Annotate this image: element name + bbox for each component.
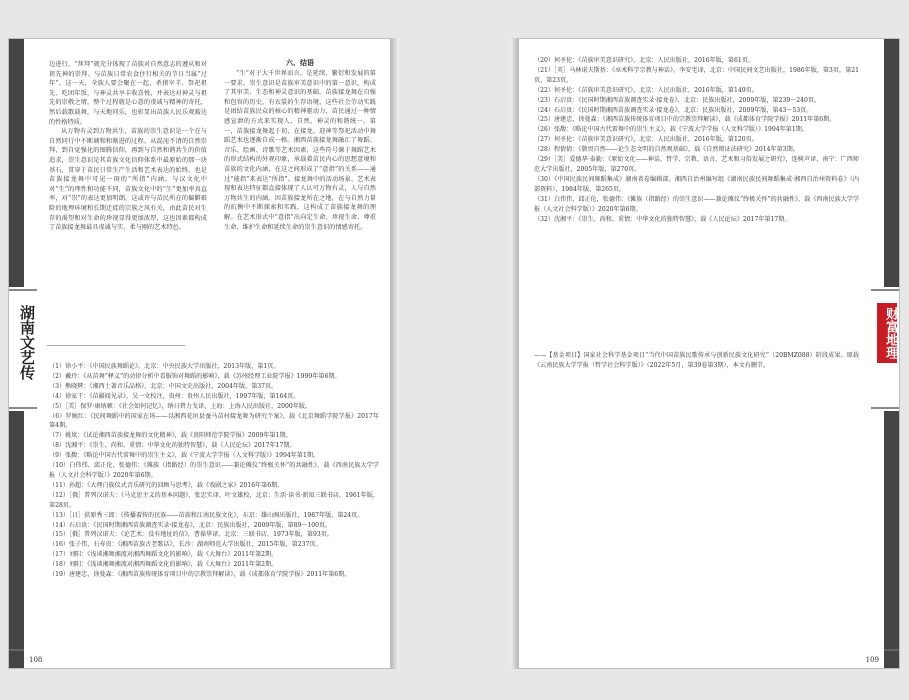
- book-spine-right: [510, 38, 518, 669]
- footnote-item: （1）徐小平：《中国民族舞蹈论》，北京：中央民族大学出版社，2013年版，第1页。: [49, 363, 280, 370]
- footnote-divider: [47, 345, 185, 346]
- left-column-2: [224, 58, 376, 232]
- right-page: [518, 38, 900, 669]
- left-sidebar-bar-top: [9, 39, 24, 287]
- footnote-item: （4）徐家干：《苗疆闻见录》，吴一文校注，贵州：贵州人民出版社，1997年版，第164页。: [49, 392, 300, 400]
- right-sidebar-bar-top: [884, 39, 899, 287]
- footnote-item: （28）程倩倩：《敬畏自然——论生态文明的自然观基础》，载《自然辩证法研究》2014年第3期。: [534, 146, 799, 154]
- footnote-item: （27）何圣伦：《苗族审美意识研究》，北京：人民出版社，2016年版，第120页。: [534, 136, 758, 144]
- footnote-item: （14）石启贵：《民国时期湘西苗族调查实录·接龙卷》，北京：民族出版社，2009年版，第89～100页。: [49, 521, 332, 529]
- footnote-item: （25）唐建忠，徐曼森：《湘西苗族传统体育项目中的宗教崇拜解读》，载《成都体育学院学报》2011年第6期。: [534, 116, 836, 124]
- footnote-item: （9）张馥：《略论中国古代雷舞中的崇生主义》，载《宁波大学学报（人文科学版）》1994年第1期。: [49, 452, 320, 460]
- left-section-label: 湖南文艺传: [18, 305, 36, 380]
- footnote-item: （11）孙超：《大理白族仪式音乐研究的回顾与思考》，载《戏剧之家》2016年第6期。: [49, 481, 284, 489]
- footnote-item: （22）何圣伦：《苗族审美意识研究》，北京：人民出版社，2016年版，第149页。: [534, 86, 758, 94]
- footnote-item: （12）［俄］普列汉诺夫：《马克思主义的基本问题》，张忠实译，叶文雄校，北京：生活·读书·新知三联书店，1961年版，第28页。: [49, 491, 379, 509]
- left-sidebar-tab: [9, 289, 37, 409]
- right-sidebar-tab: [871, 289, 899, 409]
- page-number: 108: [29, 656, 43, 664]
- footnote-item: （17）刘阳：《浅谈湘舞湘流对湘西舞蹈文化的影响》，载《大舞台》2011年第2期。: [49, 551, 278, 559]
- footnote-item: （30）《中国民族民间舞蹈集成》湖南省卷编辑部、湘西自治州编写组《湖南民族民间舞蹈集成·湘西自治州资料卷》（内部资料），1984年版，第265页。: [534, 175, 859, 193]
- right-section-label: 财富地理: [877, 303, 897, 363]
- footnote-item: （32）沈湘平：《崇生、尚和、重情：中华文化的独特智慧》，载《人民论坛》2017年第17期。: [534, 215, 791, 223]
- footnote-list: [534, 56, 859, 224]
- fund-note-text: ——【基金项目】国家社会科学基金项目“当代中国苗族民歌传承与创新民族文化研究”（20BMZ088）阶段成果。原载《云南民族大学学报（哲学社会科学版）》（2022年5月，第39卷第3期），本文有删节。: [534, 352, 859, 369]
- right-tab-rule-top: [871, 289, 899, 291]
- footnote-item: （13）［日］获原秀三郎：《传播着传的民族——苗族和江南民族文化》，东京：雄山阁出版社，1987年版，第24页。: [49, 511, 364, 519]
- footnote-item: （10）白伟伟，邱正伦，张德伟：《傩族（指路经）的崇生意识——兼论傩仪“终极关怀”的共融性》，载《西南民族大学学报（人文社会科学版）》2020年第6期。: [49, 462, 379, 479]
- left-sidebar-bar-bottom: [9, 411, 24, 669]
- footnote-item: （26）张馥：《略论中国古代雷舞中的崇生主义》，载《宁波大学学报（人文科学版）》1994年第1期。: [534, 126, 808, 134]
- left-tab-rule-top: [9, 289, 37, 291]
- footnote-item: （2）戴玲：《从苗舞“释义”的动律分析中看服饰对舞蹈的影响》，载《苏州经理工业院学报》1999年第6期。: [49, 372, 341, 380]
- footnote-item: （8）沈湘平：《崇生、尚和、重情：中华文化的独特智慧》，载《人民论坛》2017年17期。: [49, 442, 296, 450]
- page-number: 109: [865, 656, 879, 664]
- footnote-item: （6）罗婉红：《民间舞蹈中的国家在场——以湘西花垣县蚕马苗村接龙舞为研究个案》，载《北京舞蹈学院学报》2017年第4期。: [49, 412, 379, 430]
- fund-note: [534, 351, 859, 371]
- right-sidebar-bar-bottom: [884, 411, 899, 669]
- footnote-item: （23）石启贵：《民国时期湘西苗族调查实录·接龙卷》，北京：民族出版社，2009年版，第239～240页。: [534, 96, 821, 104]
- left-page: [8, 38, 391, 669]
- footnote-item: （16）张子伟，石寿贵：《湘西苗族古老歌话》，长沙：湖南师范大学出版社，2015年版，第237页。: [49, 541, 322, 549]
- footnote-item: （20）何圣伦：《苗族审美意识研究》，北京：人民出版社，2016年版，第61页。: [534, 57, 754, 64]
- right-tab-rule-bottom: [871, 407, 899, 409]
- footnote-item: （5）［美］保罗·康纳顿：《社会如何记忆》，纳日碧力戈译，上海：上海人民出版社，2000年版。: [49, 402, 312, 410]
- body-paragraph: 边进行，“拜拜”就充分体现了苗族对自然意志的遵从和对祖先神的崇拜。与苗族日常农食住行相关的节日当属“过年”，这一天，全族人要会聚在一起，杀猪宰羊、祭祀祖先、吃团年饭，与神灵共享丰收喜悦，并表达对神灵与祖先的崇敬之情，整个过程就是心意的虔诚与精神的寄托，然后载歌载舞，与天地同乐，也彰显出苗族人民乐观豁达的性格特质。: [49, 61, 207, 126]
- left-tab-rule-bottom: [9, 407, 37, 409]
- footnote-item: （21）［英］马林诺夫斯基：《巫术科学宗教与神话》，李安宅译，北京：中国民间文艺出版社，1986年版，第3页，第21页，第23页。: [534, 66, 859, 84]
- footnote-item: （24）石启贵：《民国时期湘西苗族调查实录·接龙卷》，北京：民族出版社，2009年版，第43～53页。: [534, 106, 813, 114]
- left-page-number-bar: [9, 649, 24, 651]
- footnote-list: [49, 362, 379, 580]
- footnote-item: （19）唐建忠，徐曼森：《湘西苗族传统体育项目中的宗教崇拜解读》，载《成都体育学院学报》2011年第6期。: [49, 571, 351, 579]
- footnote-item: （15）［俄］普列汉诺夫：《论艺术：没有地址的信》，曹葆华译，北京：三联书店，1973年版，第93页。: [49, 531, 333, 539]
- footnote-item: （31）白伟伟，邱正伦，张德伟：《傩族（指路经）的崇生意识——兼论傩仪“终极关怀”的共融性》，载《西南民族大学学报（人文社会科学版）》2020年第6期。: [534, 195, 859, 213]
- left-column-1: [49, 60, 207, 233]
- section-title: 六、结语: [286, 58, 314, 67]
- footnote-item: （29）［美］爱德华·泰勒：《原始文化——神话、哲学、宗教、语言、艺术和习俗发展之研究》，连树声译，南宁：广西师范大学出版社，2005年版，第270页。: [534, 156, 859, 173]
- footnote-item: （3）熊晓辉：《湘西土著音乐品格》，北京：中国文史出版社，2004年版，第37页。: [49, 382, 278, 390]
- footnote-item: （7）姚岚：《试论湘西苗族接龙舞的文化精神》，载《贵阳师范学院学报》2009年第1期。: [49, 432, 292, 440]
- footnote-item: （18）刘阳：《浅谈湘舞湘流对湘西舞蹈文化的影响》，载《大舞台》2011年第2期。: [49, 561, 278, 569]
- body-paragraph: 从万物有灵到万物共生，苗族的崇生意识是一个在与自然同行中不断调和和渐进的过程。从混沌不清的自然崇拜，到自觉强化的图腾信仰，再到与自然和谐共生的价值追求，崇生意识是其苗族文化信仰体系中最原始的那一块基石，贯穿于苗民日常生产生活和艺术表达的始终，也是苗族接龙舞中可见一斑的“所指”内涵。与汉文化中对“生”的理性和功能不同，苗族文化中的“生”更加率真直率，对“崇”的表达更加明朗，这或许与苗民所在的偏僻艰险的地理环境和长期迁徙的宗族之风有关，由此苗民对生存的渴望和对生命的珍视显得更加浓厚，这也因素都构成了苗族接龙舞最具虔诚与实、柔与刚的艺术特色。: [49, 128, 207, 232]
- body-paragraph: “生”对于大千世界而言，是延续、繁衍和发展的第一要求，崇生意识是苗族审美意识中的第一意识，构成了其审美、生态和神灵意识的基础。苗族接龙舞在自强和包容的历史、有衣裳的生存语境，这些社会劳动实践是团结苗族民众的核心的精神驱动力，苗民通过一种情感宣泄的方式来实现人、自然、神灵的和谐统一。第一，苗族接龙舞起于初，在接龙、迎神等祭祀活动中舞蹈艺术也逐渐自成一格。湘西苗族接龙舞融汇了舞蹈、音乐、绘画、诗歌等艺术因素，这些符号源于舞蹈艺术的形式结构的外观印象，承载着苗民内心的思想意境和苗族的文化内涵，在这之间形成了“意指”的关系——通过“能指”来表达“所指”。接龙舞中的活动场景、艺术表现和表达特征都直接体现了人认可万物有灵，人与自然万物共生的内涵。因苗族接龙所在之地，在与自然力量的抗衡中不断探索和实践，这构成了苗族接龙舞的理解。在艺术形式中“意指”出向定生命、珍视生命、尊重生命、维护生命和延续生命的崇生意识的情感寄托。: [224, 70, 376, 231]
- book-spine-left: [391, 38, 399, 669]
- right-page-number-bar: [884, 649, 899, 651]
